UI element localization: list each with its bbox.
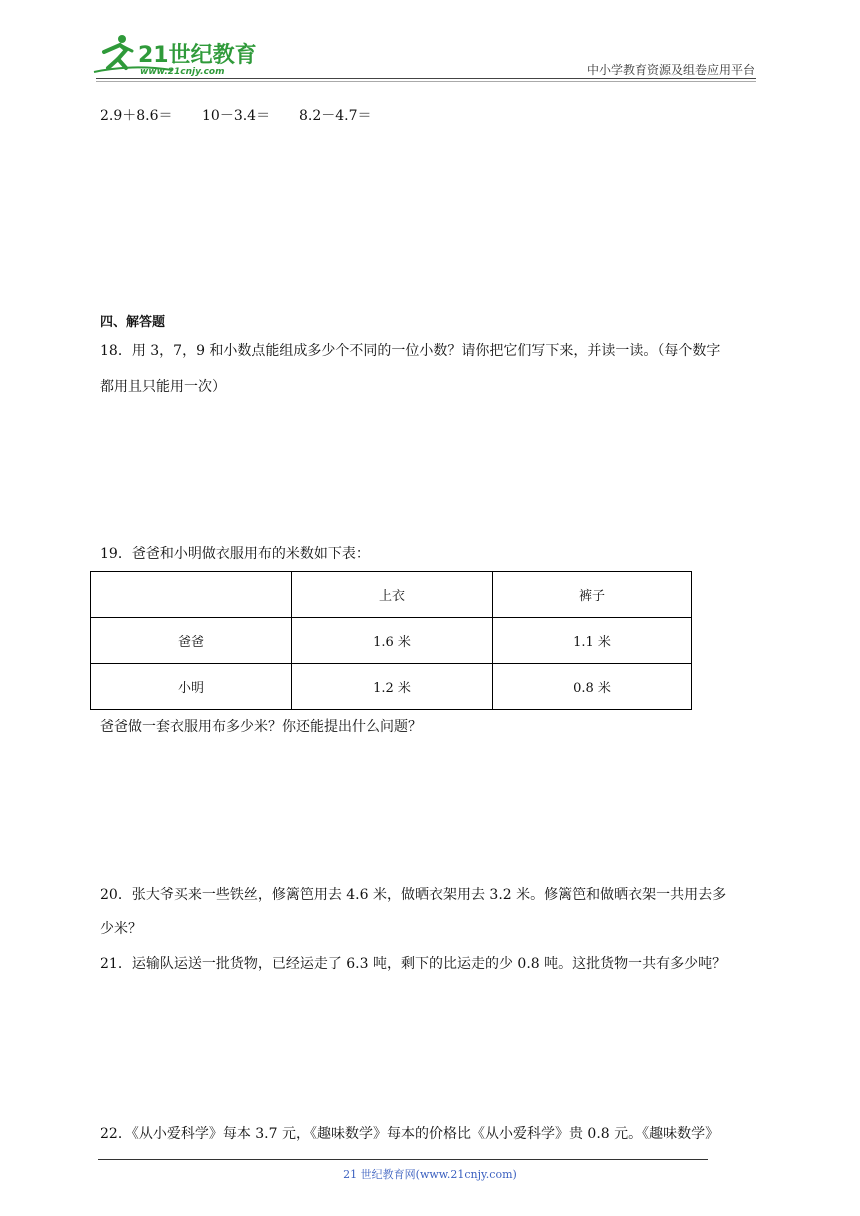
question-21: 21．运输队运送一批货物，已经运走了 6.3 吨，剩下的比运走的少 0.8 吨。这批货物一共有多少吨？ xyxy=(100,956,727,972)
table-cell: 1.2 米 xyxy=(292,664,493,710)
footer-link[interactable]: 21 世纪教育网(www.21cnjy.com) xyxy=(343,1168,517,1181)
table-row xyxy=(91,618,692,664)
table-cell: 0.8 米 xyxy=(493,664,692,710)
platform-name: 中小学教育资源及组卷应用平台 xyxy=(586,63,755,77)
table-header-cell: 上衣 xyxy=(292,572,493,618)
calc-item: 8.2－4.7＝ xyxy=(299,108,372,124)
table-cell: 1.1 米 xyxy=(493,618,692,664)
question-18-line1: 18．用 3，7，9 和小数点能组成多少个不同的一位小数？请你把它们写下来，并读一读。（每个数字 xyxy=(100,343,721,359)
calc-row xyxy=(100,107,764,125)
fabric-table xyxy=(90,571,692,710)
runner-logo-icon xyxy=(92,30,262,80)
site-logo xyxy=(92,30,262,80)
table-header-cell: 裤子 xyxy=(493,572,692,618)
question-19-intro: 19．爸爸和小明做衣服用布的米数如下表： xyxy=(100,546,370,562)
table-header-cell xyxy=(91,572,292,618)
calc-item: 2.9＋8.6＝ xyxy=(100,108,173,124)
svg-text:www.21cnjy.com: www.21cnjy.com xyxy=(140,67,225,77)
table-row xyxy=(91,664,692,710)
calc-item: 10－3.4＝ xyxy=(202,108,271,124)
table-cell: 小明 xyxy=(91,664,292,710)
footer-divider xyxy=(98,1159,708,1160)
table-cell: 爸爸 xyxy=(91,618,292,664)
section-title: 四、解答题 xyxy=(100,315,166,330)
svg-text:21世纪教育: 21世纪教育 xyxy=(138,43,257,68)
question-20-line2: 少米？ xyxy=(100,921,142,937)
question-18-line2: 都用且只能用一次） xyxy=(100,379,226,395)
table-cell: 1.6 米 xyxy=(292,618,493,664)
table-header-row xyxy=(91,572,692,618)
header-divider xyxy=(96,78,756,79)
question-22: 22．《从小爱科学》每本 3.7 元，《趣味数学》每本的价格比《从小爱科学》贵 0.8 元。《趣味数学》 xyxy=(100,1126,720,1142)
header-divider-thin xyxy=(96,81,756,82)
question-20-line1: 20．张大爷买来一些铁丝，修篱笆用去 4.6 米，做晒衣架用去 3.2 米。修篱笆和做晒衣架一共用去多 xyxy=(100,887,727,903)
question-19-prompt: 爸爸做一套衣服用布多少米？你还能提出什么问题？ xyxy=(100,719,422,735)
